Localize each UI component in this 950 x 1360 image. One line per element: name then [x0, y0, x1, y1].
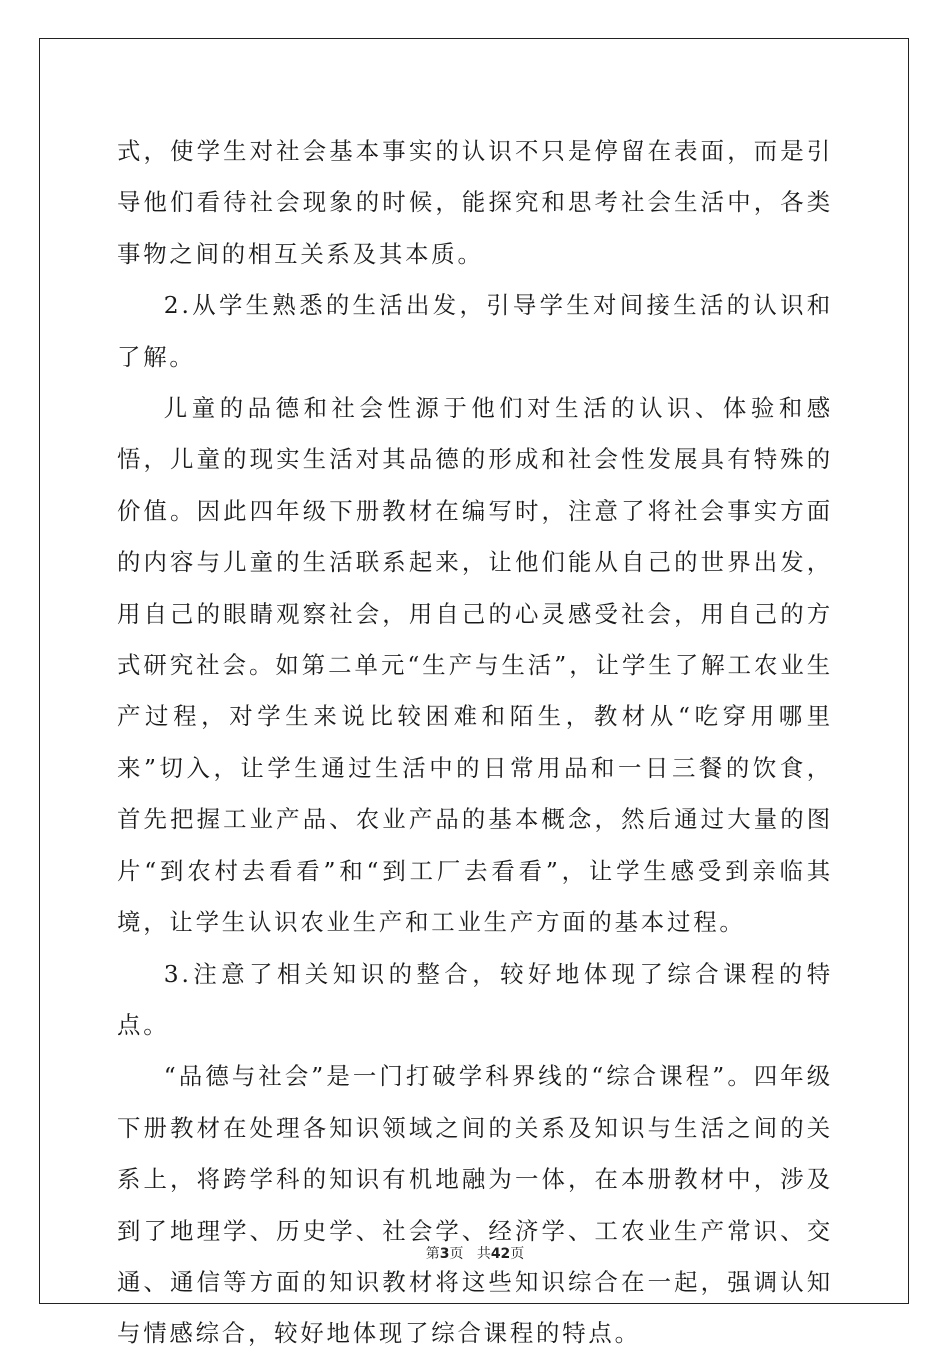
footer-page-suffix: 页	[449, 1246, 464, 1262]
paragraph-1: 式，使学生对社会基本事实的认识不只是停留在表面，而是引导他们看待社会现象的时候，能探究和思考社会生活中，各类事物之间的相互关系及其本质。	[117, 137, 833, 268]
page-footer	[0, 1243, 950, 1263]
footer-total-pages: 42	[490, 1246, 511, 1262]
document-body	[117, 126, 833, 1360]
footer-page-prefix: 第	[425, 1246, 440, 1262]
paragraph-2: 2.从学生熟悉的生活出发，引导学生对间接生活的认识和了解。	[117, 291, 833, 371]
paragraph-4: 3.注意了相关知识的整合，较好地体现了综合课程的特点。	[117, 959, 833, 1039]
paragraph-3: 儿童的品德和社会性源于他们对生活的认识、体验和感悟，儿童的现实生活对其品德的形成和社会性发展具有特殊的价值。因此四年级下册教材在编写时，注意了将社会事实方面的内容与儿童的生活联系起来，让他们能从自己的世界出发，用自己的眼睛观察社会，用自己的心灵感受社会，用自己的方式研究社会。如第二单元“生产与生活”，让学生了解工农业生产过程，对学生来说比较困难和陌生，教材从“吃穿用哪里来”切入，让学生通过生活中的日常用品和一日三餐的饮食，首先把握工业产品、农业产品的基本概念，然后通过大量的图片“到农村去看看”和“到工厂去看看”，让学生感受到亲临其境，让学生认识农业生产和工业生产方面的基本过程。	[117, 394, 833, 937]
footer-total-suffix: 页	[510, 1246, 525, 1262]
paragraph-5: “品德与社会”是一门打破学科界线的“综合课程”。四年级下册教材在处理各知识领域之间的关系及知识与生活之间的关系上，将跨学科的知识有机地融为一体，在本册教材中，涉及到了地理学、历史学、社会学、经济学、工农业生产常识、交通、通信等方面的知识教材将这些知识综合在一起，强调认知与情感综合，较好地体现了综合课程的特点。	[117, 1062, 833, 1348]
footer-page-number: 3	[439, 1246, 450, 1262]
footer-total-prefix: 共	[476, 1246, 491, 1262]
